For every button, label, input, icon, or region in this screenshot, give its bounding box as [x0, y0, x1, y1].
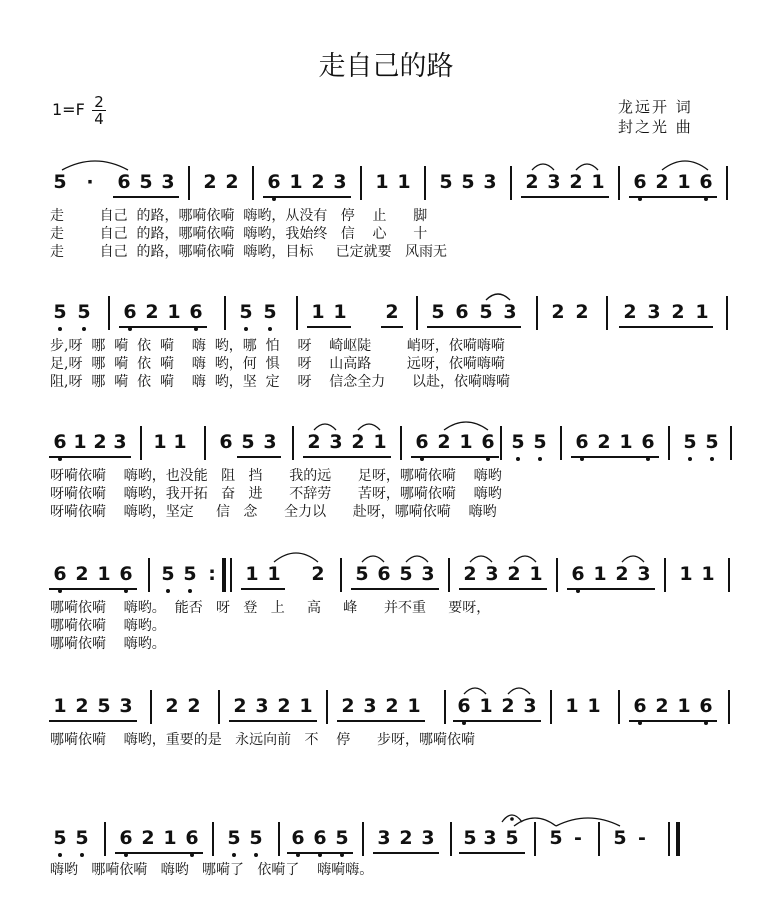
note: 1	[619, 431, 633, 453]
beam	[521, 196, 609, 198]
note: 1	[677, 171, 691, 193]
note: 5	[49, 826, 71, 850]
barline	[140, 426, 142, 460]
note: 3	[421, 827, 435, 849]
barline	[668, 426, 670, 460]
note: 2	[187, 695, 201, 717]
note: 5	[73, 300, 95, 324]
note: 1	[153, 431, 167, 453]
note: 5	[479, 301, 493, 323]
note: 1	[245, 563, 259, 585]
note: 6	[219, 431, 233, 453]
barline	[726, 166, 728, 200]
note: 2	[277, 695, 291, 717]
lyrics-verse-3: 走 自己 的路，哪嗬依嗬 嗨哟，目标 已定就要 风雨无	[50, 244, 448, 260]
time-signature	[92, 94, 106, 127]
barline	[360, 166, 362, 200]
note: 6	[119, 300, 141, 324]
beam	[337, 720, 425, 722]
beam	[381, 326, 403, 328]
lyrics-verse-2: 足,呀 哪 嗬 依 嗬 嗨 哟，何 惧 呀 山高路 远呀，依嗬嗨嗬	[50, 356, 505, 372]
note: 3	[255, 695, 269, 717]
note: 3	[113, 431, 127, 453]
note: 5	[463, 827, 477, 849]
note: 5	[331, 826, 353, 850]
staff-system-1	[0, 170, 772, 206]
repeat-barline	[222, 558, 226, 592]
note: 1	[73, 431, 87, 453]
lyrics-verse-3: 阻,呀 哪 嗬 依 嗬 嗨 哟，坚 定 呀 信念全力 以赴，依嗬嗨嗬	[50, 374, 510, 390]
barline	[730, 426, 732, 460]
note: 6	[411, 430, 433, 454]
time-top: 2	[94, 93, 104, 111]
note: 1	[163, 827, 177, 849]
note: 1	[97, 563, 111, 585]
barline	[204, 426, 206, 460]
note: 1	[289, 171, 303, 193]
dash: -	[638, 827, 646, 849]
note: 2	[385, 695, 399, 717]
note: 2	[463, 563, 477, 585]
note: 1	[593, 563, 607, 585]
barline	[556, 558, 558, 592]
note: 6	[287, 826, 309, 850]
note: 5	[241, 431, 255, 453]
barline	[728, 690, 730, 724]
note: 6	[695, 170, 717, 194]
note: 5	[245, 826, 267, 850]
note: 2	[623, 301, 637, 323]
note: 5	[613, 827, 627, 849]
note: 5	[505, 827, 519, 849]
note: 3	[483, 827, 497, 849]
lyrics-verse-1: 哪嗬依嗬 嗨哟。 能否 呀 登 上 高 峰 并不重 要呀，	[50, 600, 491, 616]
lyrics-verse-1: 呀嗬依嗬 嗨哟，也没能 阻 挡 我的远 足呀，哪嗬依嗬 嗨哟	[50, 468, 502, 484]
barline	[500, 426, 502, 460]
barline	[296, 296, 298, 330]
barline	[664, 558, 666, 592]
note: 2	[597, 431, 611, 453]
note: 5	[259, 300, 281, 324]
note: 2	[525, 171, 539, 193]
note: 2	[507, 563, 521, 585]
barline	[252, 166, 254, 200]
barline	[536, 296, 538, 330]
note: 6	[49, 430, 71, 454]
note: 6	[477, 430, 499, 454]
note: 5	[549, 827, 563, 849]
note: 2	[141, 827, 155, 849]
beam	[567, 588, 655, 590]
note: 2	[385, 301, 399, 323]
note: 5	[139, 171, 153, 193]
note: 6	[49, 562, 71, 586]
note: 2	[655, 171, 669, 193]
beam	[373, 852, 439, 854]
barline	[560, 426, 562, 460]
fermata	[502, 815, 522, 822]
note: 3	[523, 695, 537, 717]
barline	[224, 296, 226, 330]
staff-system-2	[0, 300, 772, 336]
note: 6	[695, 694, 717, 718]
note: 5	[431, 301, 445, 323]
beam	[411, 456, 499, 458]
barline	[606, 296, 608, 330]
note: 5	[461, 171, 475, 193]
note: 1	[311, 301, 325, 323]
note: 5	[53, 171, 67, 193]
barline	[188, 166, 190, 200]
lyrics-verse-1: 哪嗬依嗬 嗨哟，重要的是 永远向前 不 停 步呀，哪嗬依嗬	[50, 732, 476, 748]
barline	[618, 166, 620, 200]
beam	[571, 456, 659, 458]
barline	[104, 822, 106, 856]
note: 3	[161, 171, 175, 193]
note: 5	[71, 826, 93, 850]
repeat-barline	[230, 558, 232, 592]
slur	[662, 161, 708, 170]
note: 2	[341, 695, 355, 717]
note: 1	[375, 171, 389, 193]
barline	[444, 690, 446, 724]
lyrics-verse-1: 步,呀 哪 嗬 依 嗬 嗨 哟，哪 怕 呀 崎岖陡 峭呀，依嗬嗨嗬	[50, 338, 505, 354]
time-bottom: 4	[92, 110, 106, 127]
song-title: 走自己的路	[318, 51, 454, 82]
barline	[618, 690, 620, 724]
note: 2	[551, 301, 565, 323]
barline	[150, 690, 152, 724]
note: 3	[119, 695, 133, 717]
beam	[629, 196, 717, 198]
staff-system-5	[0, 694, 772, 730]
beam	[287, 852, 353, 854]
barline	[726, 296, 728, 330]
beam	[459, 852, 525, 854]
note: 6	[629, 170, 651, 194]
note: 1	[299, 695, 313, 717]
note: 3	[485, 563, 499, 585]
lyrics-verse-3: 哪嗬依嗬 嗨哟。	[50, 636, 166, 652]
barline	[148, 558, 150, 592]
note: 6	[309, 826, 331, 850]
note: 2	[311, 171, 325, 193]
staff-system-3	[0, 430, 772, 466]
beam	[229, 720, 317, 722]
note: 1	[53, 695, 67, 717]
note: 5	[529, 430, 551, 454]
slur	[62, 161, 128, 170]
note: 1	[459, 431, 473, 453]
beam	[307, 326, 351, 328]
barline	[292, 426, 294, 460]
note: 2	[437, 431, 451, 453]
composer-credit: 封之光 曲	[618, 118, 693, 136]
barline	[448, 558, 450, 592]
lyrics-verse-3: 呀嗬依嗬 嗨哟，坚定 信 念 全力以 赴呀，哪嗬依嗬 嗨哟	[50, 504, 497, 520]
barline	[416, 296, 418, 330]
barline	[424, 166, 426, 200]
key-signature: 1=F	[52, 100, 85, 119]
note: 2	[351, 431, 365, 453]
note: 5	[439, 171, 453, 193]
dash: -	[574, 827, 582, 849]
note: 5	[49, 300, 71, 324]
note: 2	[671, 301, 685, 323]
beam	[113, 196, 179, 198]
note: 2	[75, 563, 89, 585]
note: 5	[97, 695, 111, 717]
note: 2	[575, 301, 589, 323]
beam	[49, 720, 137, 722]
note: 2	[399, 827, 413, 849]
note: 5	[157, 562, 179, 586]
beam	[459, 588, 547, 590]
beam	[303, 456, 391, 458]
barline	[362, 822, 364, 856]
note: 1	[529, 563, 543, 585]
lyrics-verse-2: 走 自己 的路，哪嗬依嗬 嗨哟，我始终 信 心 十	[50, 226, 428, 242]
note: 6	[263, 170, 285, 194]
note: 1	[565, 695, 579, 717]
lyricist-credit: 龙远开 词	[618, 98, 693, 116]
note: 5	[355, 563, 369, 585]
note: 2	[165, 695, 179, 717]
note: 6	[115, 826, 137, 850]
note: 2	[145, 301, 159, 323]
note: 3	[263, 431, 277, 453]
note: 5	[507, 430, 529, 454]
note: 3	[377, 827, 391, 849]
note: 2	[233, 695, 247, 717]
barline	[326, 690, 328, 724]
note: 3	[421, 563, 435, 585]
note: 1	[695, 301, 709, 323]
barline	[728, 558, 730, 592]
final-barline-thick	[676, 822, 680, 856]
note: 5	[399, 563, 413, 585]
note: 6	[453, 694, 475, 718]
lyrics-verse-2: 哪嗬依嗬 嗨哟。	[50, 618, 166, 634]
note: 1	[677, 695, 691, 717]
note: 3	[329, 431, 343, 453]
beam	[453, 720, 541, 722]
note: 3	[333, 171, 347, 193]
note: 3	[637, 563, 651, 585]
beam	[119, 326, 207, 328]
final-barline	[668, 822, 670, 856]
staff-system-4	[0, 562, 772, 598]
barline	[510, 166, 512, 200]
staff-system-6	[0, 826, 772, 862]
barline	[218, 690, 220, 724]
barline	[108, 296, 110, 330]
note: 1	[587, 695, 601, 717]
barline	[212, 822, 214, 856]
note: 1	[267, 563, 281, 585]
beam	[241, 588, 285, 590]
note: 3	[363, 695, 377, 717]
note: 6	[567, 562, 589, 586]
beam	[263, 196, 351, 198]
barline	[534, 822, 536, 856]
note: 1	[591, 171, 605, 193]
fermata-dot	[510, 817, 514, 821]
beam	[115, 852, 203, 854]
note: 1	[373, 431, 387, 453]
lyrics-verse-1: 走 自己 的路，哪嗬依嗬 嗨哟，从没有 停 止 脚	[50, 208, 428, 224]
slur	[274, 553, 318, 562]
beam	[237, 456, 281, 458]
note: 6	[455, 301, 469, 323]
lyrics-verse-1: 嗨哟 哪嗬依嗬 嗨哟 哪嗬了 依嗬了 嗨嗬嗨。	[50, 862, 374, 878]
note: 2	[307, 431, 321, 453]
dot: ·	[86, 171, 94, 193]
tie	[556, 818, 620, 826]
note: 2	[311, 563, 325, 585]
note: 3	[647, 301, 661, 323]
note: 1	[679, 563, 693, 585]
note: 6	[117, 171, 131, 193]
note: 1	[397, 171, 411, 193]
barline	[400, 426, 402, 460]
note: 1	[701, 563, 715, 585]
note: 2	[569, 171, 583, 193]
note: 1	[333, 301, 347, 323]
note: 3	[547, 171, 561, 193]
note: 2	[615, 563, 629, 585]
note: 2	[501, 695, 515, 717]
note: 6	[115, 562, 137, 586]
beam	[49, 456, 131, 458]
beam	[629, 720, 717, 722]
beam	[49, 588, 137, 590]
note: 5	[701, 430, 723, 454]
note: 1	[407, 695, 421, 717]
note: 6	[185, 300, 207, 324]
note: 2	[203, 171, 217, 193]
note: 1	[173, 431, 187, 453]
note: 2	[655, 695, 669, 717]
barline	[550, 690, 552, 724]
note: 5	[223, 826, 245, 850]
barline	[340, 558, 342, 592]
note: 6	[571, 430, 593, 454]
repeat-sign: :	[208, 563, 216, 585]
note: 3	[483, 171, 497, 193]
beam	[427, 326, 521, 328]
note: 6	[637, 430, 659, 454]
note: 5	[679, 430, 701, 454]
note: 2	[75, 695, 89, 717]
barline	[278, 822, 280, 856]
note: 3	[503, 301, 517, 323]
barline	[598, 822, 600, 856]
note: 1	[479, 695, 493, 717]
note: 5	[235, 300, 257, 324]
note: 2	[93, 431, 107, 453]
barline	[450, 822, 452, 856]
beam	[351, 588, 439, 590]
note: 6	[629, 694, 651, 718]
note: 6	[181, 826, 203, 850]
note: 1	[167, 301, 181, 323]
lyrics-verse-2: 呀嗬依嗬 嗨哟，我开拓 奋 进 不辞劳 苦呀，哪嗬依嗬 嗨哟	[50, 486, 502, 502]
note: 6	[377, 563, 391, 585]
note: 2	[225, 171, 239, 193]
beam	[619, 326, 713, 328]
note: 5	[179, 562, 201, 586]
slur	[444, 422, 488, 430]
